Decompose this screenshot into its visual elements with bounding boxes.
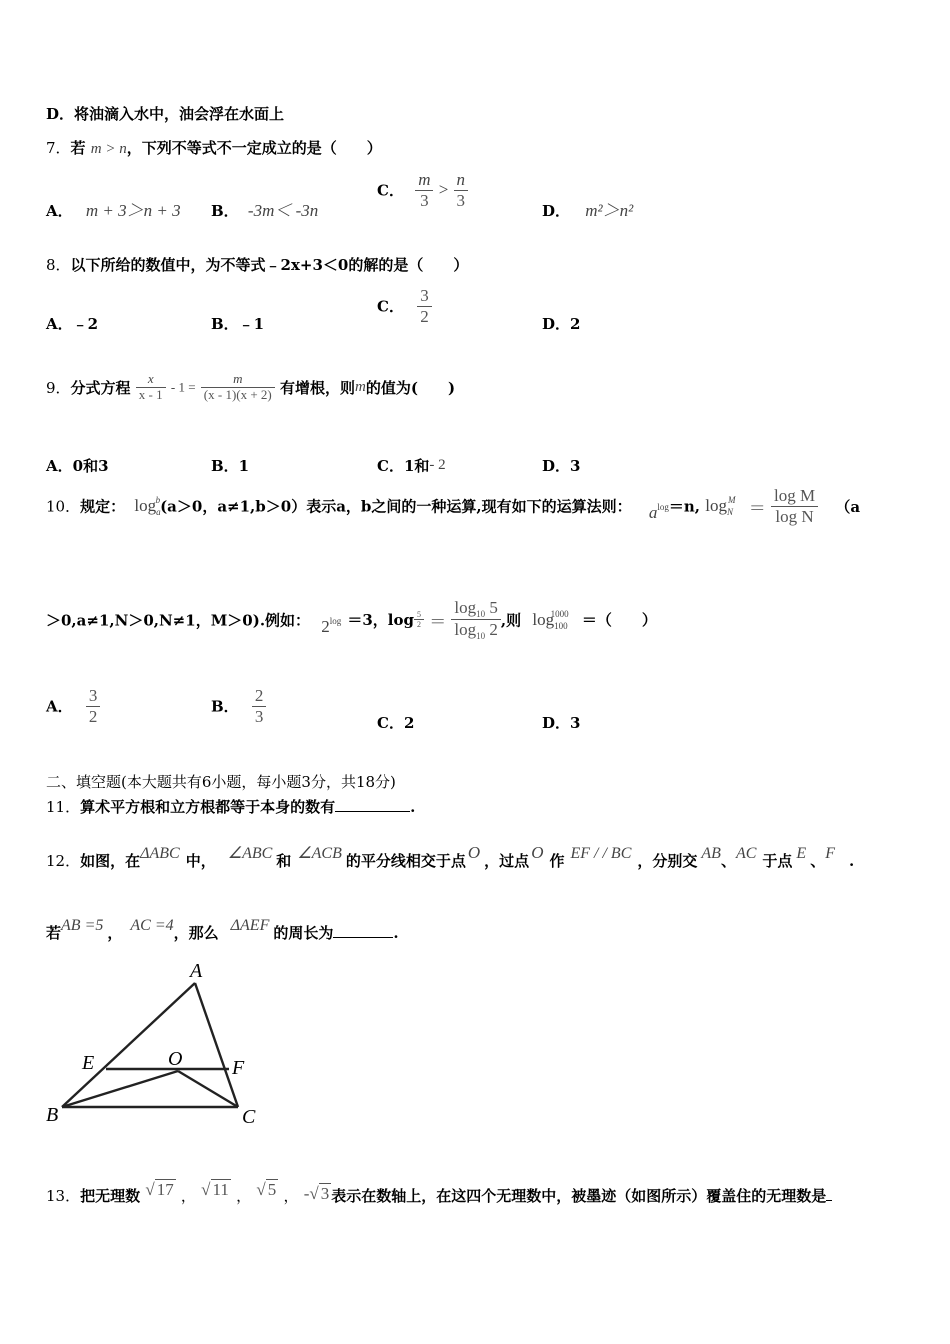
q7-b-label: B． xyxy=(211,202,239,220)
q9-c-label: C．1和 xyxy=(377,457,430,475)
question-8 xyxy=(46,254,468,275)
q12-ac4: AC =4 xyxy=(130,917,174,934)
q10-ex2-then: ,则 xyxy=(500,611,522,630)
q7-condition: m > n xyxy=(90,141,127,157)
q10-a-label: A． xyxy=(46,697,73,716)
q12-sep: ，分别交 xyxy=(637,852,698,870)
q12-line2-pre: 若 xyxy=(46,924,62,942)
q12-pre: 如图，在 xyxy=(80,852,141,870)
q12-angle-acb: ∠ACB xyxy=(297,845,342,862)
question-9 xyxy=(46,372,455,403)
q10-mid1: (a＞0，a≠1,b＞0）表示a，b之间的一种运算,现有如下的运算法则： xyxy=(160,497,632,516)
q7-option-d xyxy=(542,196,633,221)
q8-number: 8． xyxy=(46,256,71,274)
q9-mid: - 1 = xyxy=(170,379,196,395)
q10-line2-pre: ＞0,a≠1,N＞0,N≠1，M＞0).例如： xyxy=(46,611,311,630)
q12-number: 12． xyxy=(46,852,81,870)
question-10-line2 xyxy=(46,598,657,642)
q12-dun2: 、 xyxy=(810,852,826,870)
q8-option-c xyxy=(377,286,432,326)
q13-neg-sqrt3: -√ 3 xyxy=(303,1184,330,1203)
q12-f: F xyxy=(825,845,835,862)
q9-option-b: B．1 xyxy=(211,457,250,475)
label-a: A xyxy=(190,960,203,982)
q12-line2-post: 的周长为 xyxy=(273,924,334,942)
q10-ex2-frac: $\frac{\log_{10} 5}{\log_{10} 2}$ xyxy=(451,598,500,642)
q10-rule2-frac: $\frac{\text{log M}}{\text{log N}}$ xyxy=(771,486,818,526)
q10-option-a xyxy=(46,686,100,726)
q9-var: m xyxy=(355,378,366,395)
q12-mid: 的平分线相交于点 xyxy=(345,852,466,870)
q10-b-frac: $\frac{2}{3}$ xyxy=(252,686,267,726)
q12-point-o2: O xyxy=(531,843,544,862)
q9-lhs-frac: $\frac{x}{x - 1}$ xyxy=(136,372,166,403)
q12-angle-abc: ∠ABC xyxy=(227,845,273,862)
q13-post: 表示在数轴上，在这四个无理数中，被墨迹（如图所示）覆盖住的无理数是 xyxy=(331,1187,827,1205)
q11-blank[interactable] xyxy=(335,811,410,812)
q8-c-frac: $\frac{3}{2}$ xyxy=(417,286,432,326)
q12-ab5: AB =5 xyxy=(61,917,104,934)
q7-d-expr: m²＞n² xyxy=(585,201,634,220)
question-13: 13．把无理数 √ 17 ， √ 11 ， √ 5 ， -√ 3 表示在数轴上，在这四个无理数中，被墨迹（如图所示）覆盖住的无理数是 xyxy=(46,1180,832,1206)
q12-point-o: O xyxy=(467,843,481,862)
q12-e: E xyxy=(796,845,807,862)
q12-zuo: 作 xyxy=(549,852,565,870)
q7-number: 7． xyxy=(46,139,71,157)
q10-tail: （a xyxy=(835,497,861,516)
q9-pre: 分式方程 xyxy=(70,378,131,397)
q10-option-c: C．2 xyxy=(377,714,415,732)
q9-option-c xyxy=(377,455,446,476)
q7-a-expr: m + 3＞n + 3 xyxy=(85,201,181,220)
side-ac xyxy=(195,983,238,1107)
q7-option-a xyxy=(46,196,181,221)
q10-rule1: $a^{log}$ xyxy=(648,502,669,523)
q9-rhs-frac: $\frac{m}{(x - 1)(x + 2)}$ xyxy=(201,372,275,403)
q7-pre: 若 xyxy=(70,139,86,157)
q12-blank[interactable] xyxy=(333,937,393,938)
bisector-bo xyxy=(62,1071,178,1107)
q8-option-a: A．﹣2 xyxy=(46,315,99,333)
q7-b-expr: -3m＜ -3n xyxy=(247,201,319,220)
q10-option-b xyxy=(211,686,266,726)
q13-number: 13． xyxy=(46,1187,81,1205)
question-10 xyxy=(46,486,860,526)
q10-ex2-eq: ＝ xyxy=(429,612,447,632)
q12-yu: 于点 xyxy=(762,852,793,870)
q12-triangle: ΔABC xyxy=(140,845,180,862)
question-12 xyxy=(46,843,854,871)
q7-a-label: A． xyxy=(46,202,73,220)
label-o: O xyxy=(168,1048,183,1070)
q10-log-def: $\log_a^b$ xyxy=(134,495,161,518)
q11-text: 算术平方根和立方根都等于本身的数有 xyxy=(80,798,336,816)
q13-sqrt5: √ 5 xyxy=(256,1180,277,1199)
q7-text: ，下列不等式不一定成立的是（ ） xyxy=(126,139,382,157)
q11-number: 11． xyxy=(46,798,81,816)
q7-option-b xyxy=(211,196,318,221)
q12-parallel: EF / / BC xyxy=(570,845,632,862)
q7-c-label: C． xyxy=(377,181,404,200)
q6-option-d: D．将油滴入水中，油会浮在水面上 xyxy=(46,105,285,123)
q9-post2: 的值为( ) xyxy=(365,378,456,397)
q9-c-val: - 2 xyxy=(429,457,446,473)
q10-ex2-sub: $\frac{5}{2}$ xyxy=(414,610,424,629)
q10-option-d: D．3 xyxy=(542,714,581,732)
q12-dun: 、 xyxy=(720,852,736,870)
q10-ask-eq: ＝（ ） xyxy=(581,611,657,630)
q12-comma: ，过点 xyxy=(484,852,530,870)
label-b: B xyxy=(46,1104,59,1126)
q7-c-frac1: $\frac{m}{3}$ xyxy=(415,170,433,210)
q13-pre: 把无理数 xyxy=(80,1187,141,1205)
q12-in: 中， xyxy=(185,852,216,870)
q10-rule2-log: $\log_N^M$ xyxy=(705,495,736,518)
q7-c-frac2: $\frac{n}{3}$ xyxy=(454,170,469,210)
q7-c-op: > xyxy=(438,180,449,200)
q10-rule2-eq: ＝ xyxy=(748,498,766,518)
q12-ac: AC xyxy=(735,845,757,862)
q13-sqrt11: √ 11 xyxy=(201,1180,229,1199)
q12-ab: AB xyxy=(701,845,721,862)
q12-and: 和 xyxy=(276,852,292,870)
label-e: E xyxy=(82,1052,95,1074)
q10-b-label: B． xyxy=(211,697,239,716)
q10-number: 10． xyxy=(46,497,81,516)
q13-sqrt17: √ 17 xyxy=(145,1180,174,1199)
q11-end: . xyxy=(410,798,416,816)
q12-end: . xyxy=(393,924,399,942)
q9-option-d: D．3 xyxy=(542,457,581,475)
q10-ask: $\log_{100}^{1000}$ xyxy=(532,608,569,631)
q7-option-c xyxy=(377,170,468,210)
q8-option-b: B．﹣1 xyxy=(211,315,265,333)
q10-rule1-eq: ＝n, xyxy=(668,497,701,516)
q13-blank[interactable] xyxy=(826,1200,832,1201)
section-2-title: 二、填空题(本大题共有6小题，每小题3分，共18分) xyxy=(46,773,396,791)
q10-ex1: $2^{log}$ xyxy=(321,615,342,636)
q9-post1: 有增根，则 xyxy=(280,378,356,397)
q8-c-label: C． xyxy=(377,297,404,316)
q9-option-a: A．0和3 xyxy=(46,457,109,475)
q12-aef: ΔAEF xyxy=(230,917,270,934)
q12-c1: ， xyxy=(107,924,123,942)
q8-text: 以下所给的数值中，为不等式﹣2x+3＜0的解的是（ ） xyxy=(70,256,469,274)
q8-option-d: D．2 xyxy=(542,315,581,333)
q10-pre: 规定： xyxy=(80,497,126,516)
bisector-co xyxy=(178,1071,238,1107)
question-11 xyxy=(46,796,415,817)
triangle-figure xyxy=(40,955,280,1135)
question-7 xyxy=(46,137,382,158)
label-f: F xyxy=(232,1057,245,1079)
label-c: C xyxy=(242,1106,256,1128)
q12-dot: . xyxy=(849,852,855,870)
q9-number: 9． xyxy=(46,378,71,397)
side-ab xyxy=(62,983,195,1107)
q12-c2: ，那么 xyxy=(173,924,219,942)
q10-a-frac: $\frac{3}{2}$ xyxy=(86,686,101,726)
q7-d-label: D． xyxy=(542,202,571,220)
question-12-line2 xyxy=(46,917,399,943)
q10-ex1-eq: ＝3，log xyxy=(347,611,414,630)
